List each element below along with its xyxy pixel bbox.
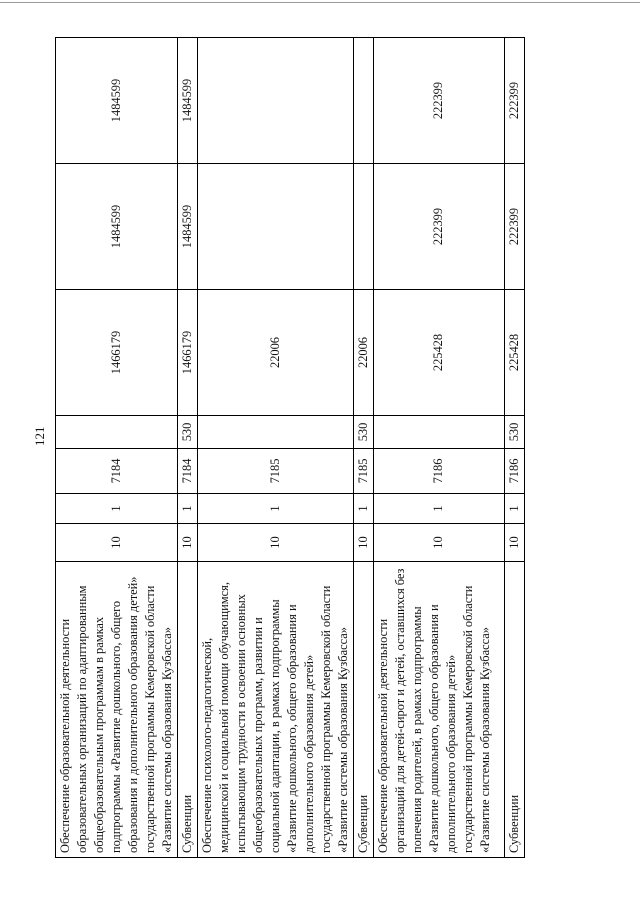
row-name: Обеспечение образовательной деятельности организаций для детей-сирот и детей, оставшихся без попечения родителей, в рамках подпрограммы «Развитие дошкольного, общего образования и дополнительного образования детей» государственной программы Кемеровской области «Развитие системы образования Кузбасса» — [374, 562, 505, 858]
cell-amount-2 — [197, 164, 353, 290]
cell-expense-type — [56, 416, 178, 449]
cell-amount-1: 22006 — [197, 290, 353, 416]
cell-subsection: 1 — [504, 494, 524, 524]
table-row — [177, 38, 197, 858]
cell-section: 10 — [504, 524, 524, 562]
table-row — [374, 38, 505, 858]
rotated-table-wrapper — [55, 38, 525, 858]
cell-target: 7185 — [353, 449, 373, 494]
top-border-line — [0, 2, 640, 3]
cell-target: 7186 — [374, 449, 505, 494]
row-name: Субвенции — [504, 562, 524, 858]
budget-table — [55, 37, 525, 858]
cell-amount-1: 1466179 — [56, 290, 178, 416]
cell-amount-2: 1484599 — [56, 164, 178, 290]
cell-expense-type — [197, 416, 353, 449]
cell-amount-3 — [197, 38, 353, 164]
cell-subsection: 1 — [374, 494, 505, 524]
cell-subsection: 1 — [177, 494, 197, 524]
page-number: 121 — [32, 426, 47, 446]
cell-subsection: 1 — [56, 494, 178, 524]
cell-amount-3: 1484599 — [177, 38, 197, 164]
table-row — [353, 38, 373, 858]
cell-amount-3: 1484599 — [56, 38, 178, 164]
cell-target: 7186 — [504, 449, 524, 494]
cell-amount-3: 222399 — [504, 38, 524, 164]
cell-section: 10 — [56, 524, 178, 562]
cell-subsection: 1 — [353, 494, 373, 524]
table-row — [504, 38, 524, 858]
cell-expense-type — [374, 416, 505, 449]
cell-amount-2: 222399 — [374, 164, 505, 290]
cell-target: 7184 — [177, 449, 197, 494]
cell-section: 10 — [353, 524, 373, 562]
cell-section: 10 — [197, 524, 353, 562]
cell-section: 10 — [177, 524, 197, 562]
cell-expense-type: 530 — [353, 416, 373, 449]
cell-amount-1: 225428 — [374, 290, 505, 416]
table-row — [197, 38, 353, 858]
cell-amount-3: 222399 — [374, 38, 505, 164]
cell-amount-1: 1466179 — [177, 290, 197, 416]
cell-section: 10 — [374, 524, 505, 562]
table-row — [56, 38, 178, 858]
row-name: Субвенции — [353, 562, 373, 858]
cell-amount-2: 222399 — [504, 164, 524, 290]
cell-target: 7185 — [197, 449, 353, 494]
cell-amount-1: 22006 — [353, 290, 373, 416]
cell-subsection: 1 — [197, 494, 353, 524]
cell-expense-type: 530 — [177, 416, 197, 449]
cell-target: 7184 — [56, 449, 178, 494]
cell-amount-2: 1484599 — [177, 164, 197, 290]
cell-amount-2 — [353, 164, 373, 290]
row-name: Субвенции — [177, 562, 197, 858]
cell-amount-3 — [353, 38, 373, 164]
cell-expense-type: 530 — [504, 416, 524, 449]
cell-amount-1: 225428 — [504, 290, 524, 416]
row-name: Обеспечение образовательной деятельности образовательных организаций по адаптированным общеобразовательным программам в рамках подпрограммы «Развитие дошкольного, общего образования и дополнительного образования детей» государственной программы Кемеровской области «Развитие системы образования Кузбасса» — [56, 562, 178, 858]
row-name: Обеспечение психолого-педагогической, медицинской и социальной помощи обучающимся, испытывающим трудности в освоении основных общеобразовательных программ, развитии и социальной адаптации, в рамках подпрограммы «Развитие дошкольного, общего образования и дополнительного образования детей» государственной программы Кемеровской области «Развитие системы образования Кузбасса» — [197, 562, 353, 858]
